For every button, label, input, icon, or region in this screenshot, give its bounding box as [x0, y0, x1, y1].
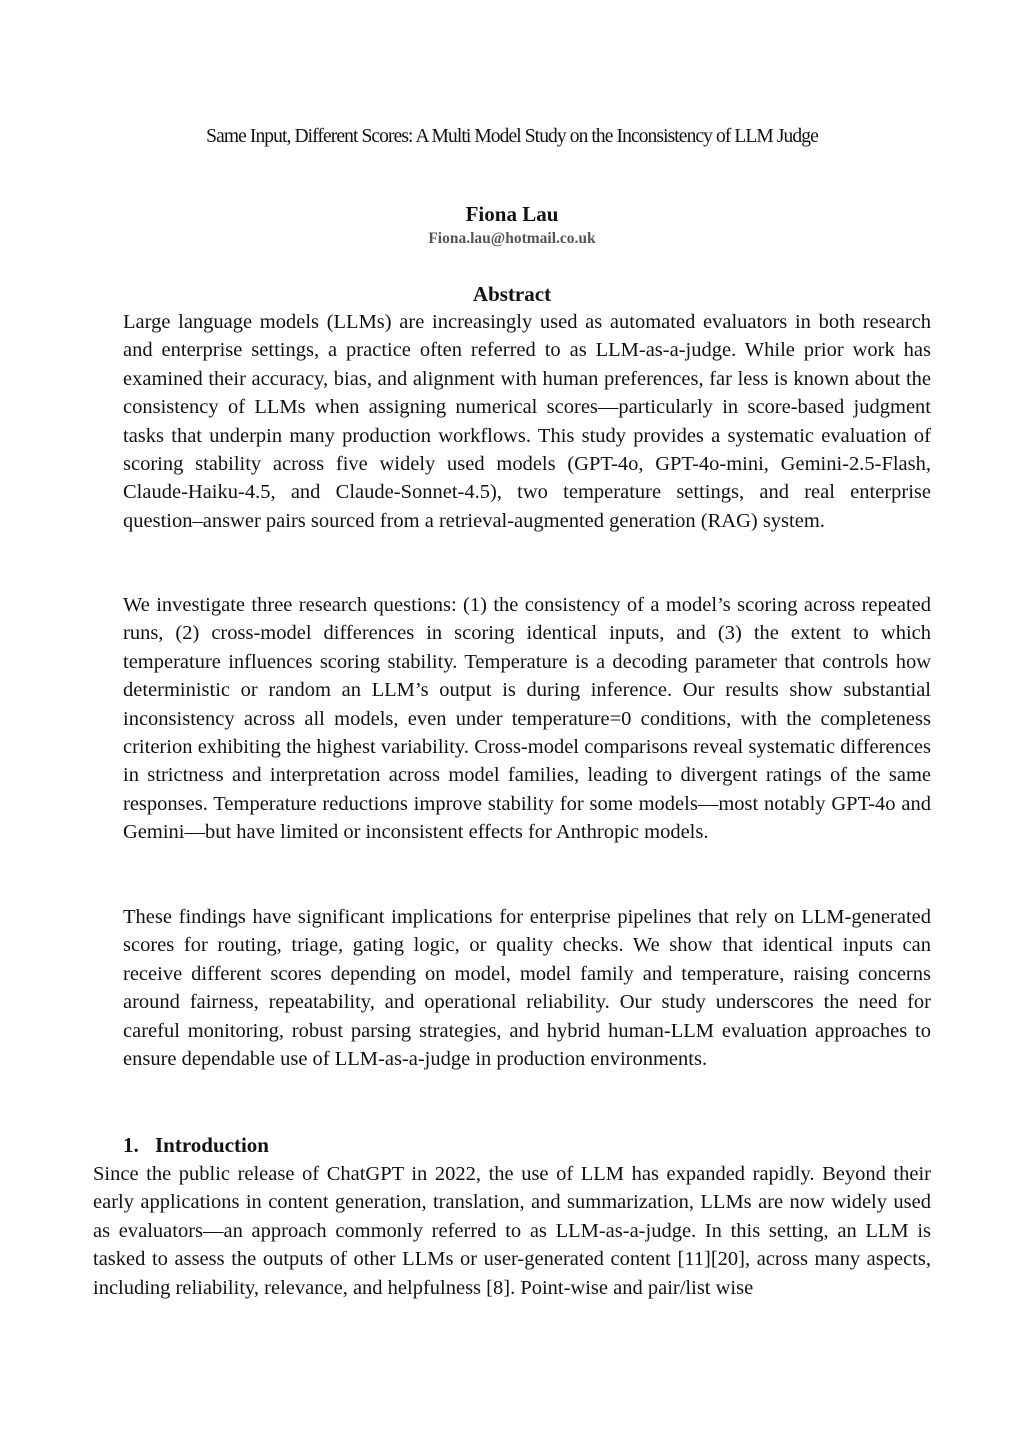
abstract-paragraph-3-text: These findings have significant implications for enterprise pipelines that rely on LLM-generated scores for routing, triage, gating logic, or quality checks. We show that identical inputs can receive different scores depending on model, model family and temperature, raising concerns around fairness, repeatability, and operational reliability. Our study underscores the need for careful monitoring, robust parsing strategies, and hybrid human-LLM evaluation approaches to ensure dependable use of LLM-as-a-judge in production environments. — [123, 906, 931, 1071]
section-number: 1. — [123, 1133, 139, 1157]
introduction-paragraph: Since the public release of ChatGPT in 2022, the use of LLM has expanded rapidly. Beyond their early applications in content generation, translation, and summarization, LLMs are now widely used as evaluators—an approach commonly referred to as LLM-as-a-judge. In this setting, an LLM is tasked to assess the outputs of other LLMs or user-generated content [11][20], across many aspects, including reliability, relevance, and helpfulness [8]. Point-wise and pair/list wise — [93, 1163, 931, 1299]
abstract-paragraph-2 — [123, 591, 931, 847]
abstract-paragraph-3 — [123, 903, 931, 1073]
abstract-heading: Abstract — [472, 282, 552, 306]
abstract-paragraph-1-text: Large language models (LLMs) are increasingly used as automated evaluators in both research and enterprise settings, a practice often referred to as LLM-as-a-judge. While prior work has examined their accuracy, bias, and alignment with human preferences, far less is known about the consistency of LLMs when assigning numerical scores—particularly in score-based judgment tasks that underpin many production workflows. This study provides a systematic evaluation of scoring stability across five widely used models (GPT-4o, GPT-4o-mini, Gemini-2.5-Flash, Claude-Haiku-4.5, and Claude-Sonnet-4.5), two temperature settings, and real enterprise question–answer pairs sourced from a retrieval-augmented generation (RAG) system. — [123, 311, 931, 532]
abstract-paragraph-1 — [123, 308, 931, 535]
introduction-body — [93, 1160, 931, 1302]
author-name: Fiona Lau — [465, 202, 559, 226]
author-email: Fiona.lau@hotmail.co.uk — [428, 230, 596, 247]
paper-title: Same Input, Different Scores: A Multi Model Study on the Inconsistency of LLM Judge — [206, 126, 818, 147]
section-heading-introduction — [123, 1131, 269, 1159]
abstract-paragraph-2-text: We investigate three research questions: (1) the consistency of a model’s scoring across repeated runs, (2) cross-model differences in scoring identical inputs, and (3) the extent to which temperature influences scoring stability. Temperature is a decoding parameter that controls how deterministic or random an LLM’s output is during inference. Our results show substantial inconsistency across all models, even under temperature=0 conditions, with the completeness criterion exhibiting the highest variability. Cross-model comparisons reveal systematic differences in strictness and interpretation across model families, leading to divergent ratings of the same responses. Temperature reductions improve stability for some models—most notably GPT-4o and Gemini—but have limited or inconsistent effects for Anthropic models. — [123, 594, 931, 844]
section-title: Introduction — [155, 1133, 269, 1157]
